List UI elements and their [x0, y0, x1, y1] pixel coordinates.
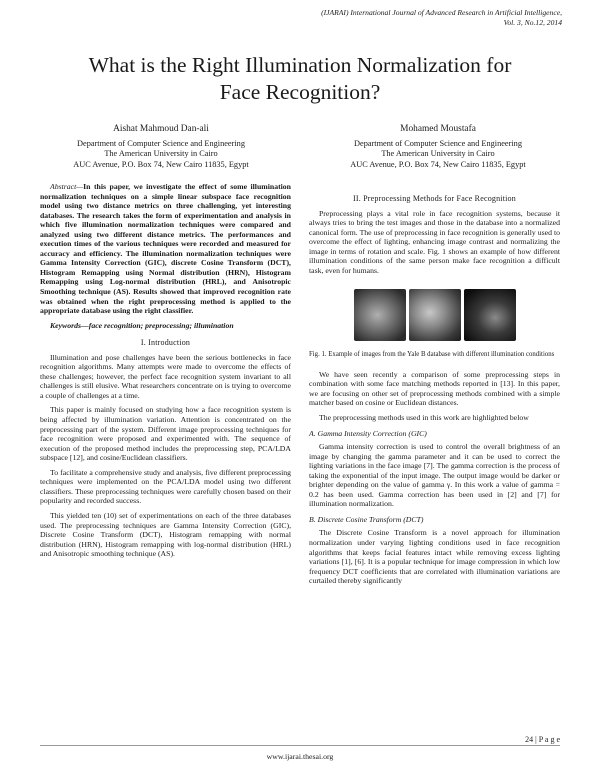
author-name: Aishat Mahmoud Dan-ali: [113, 124, 209, 134]
author-dept: Department of Computer Science and Engineering: [354, 138, 522, 148]
paragraph: We have seen recently a comparison of some preprocessing steps in combination with some face matching methods reported in [13]. In this paper, we are focusing on other set of preprocessing methods combined with a simple matcher based on cosine or Euclidean distances.: [309, 369, 560, 408]
paragraph: This yielded ten (10) set of experimentations on each of the three databases used. The preprocessing techniques are Gamma Intensity Correction (GIC), Discrete Cosine Transform (DCT), Histogram remapping with normal distribution (HRN), Histogram remapping with log-normal distribution (HRL) and Anisotropic smoothing technique (AS).: [40, 510, 291, 559]
author-address: AUC Avenue, P.O. Box 74, New Cairo 11835, Egypt: [73, 159, 249, 169]
author-uni: The American University in Cairo: [381, 149, 495, 159]
face-image-3: [464, 289, 516, 341]
author-dept: Department of Computer Science and Engineering: [77, 138, 245, 148]
author-address: AUC Avenue, P.O. Box 74, New Cairo 11835, Egypt: [350, 159, 526, 169]
keywords: Keywords—face recognition; preprocessing; illumination: [50, 320, 234, 330]
page-number: 24 | P a g e: [525, 735, 560, 744]
left-column: [40, 182, 291, 564]
abstract-label: Abstract—: [50, 182, 84, 191]
face-image-1: [354, 289, 406, 341]
paragraph: Gamma intensity correction is used to control the overall brightness of an image by changing the gamma parameter and it can be used to correct the lighting variations in the face image [7]. The gamma correction is the process of taking the exponential of the input image. The output image would be darker or brighter depending on the value of gamma γ. In this work a value of gamma = 0.2 has been used. Gamma correction has been used in [2] and [7] for illumination normalization.: [309, 442, 560, 509]
section-heading-introduction: I. Introduction: [140, 338, 191, 348]
author-name: Mohamed Moustafa: [400, 124, 476, 134]
right-column: [309, 194, 560, 591]
face-image-2: [409, 289, 461, 341]
paragraph: The Discrete Cosine Transform is a novel approach for illumination normalization under varying lighting conditions used in face recognition algorithms that keeps facial features intact while removing excess lighting variations [1], [6]. It is a popular technique for image compression in which low frequency DCT coefficients that are correlated with illumination variations are curtailed thereby significantly: [309, 528, 560, 586]
author-uni: The American University in Cairo: [104, 149, 218, 159]
paragraph: Illumination and pose challenges have been the serious bottlenecks in face recognition algorithms. Many attempts were made to overcome the effects of these challenges; however, the perfect face recognition system invariant to all challenges is still elusive. What researchers concentrate on is trying to overcome a couple of challenges at a time.: [40, 352, 291, 400]
subsection-heading-dct: B. Discrete Cosine Transform (DCT): [309, 514, 424, 524]
figure-1: [309, 289, 560, 341]
paragraph: Preprocessing plays a vital role in face recognition systems, because it always tries to bring the test images and those in the database into a normalized canonical form. The use of preprocessing in face recognition is generally used to overcome the effect of lighting, enhancing image contrast and normalizing the image in terms of rotation and scale. Fig. 1 shows an example of how different illumination conditions of the same person make face recognition a difficult task, even for humans.: [309, 208, 560, 275]
footer-url: www.ijarai.thesai.org: [266, 752, 334, 761]
journal-volume: Vol. 3, No.12, 2014: [503, 18, 562, 27]
abstract-text: In this paper, we investigate the effect of some illumination normalization techniques on a simple linear subspace face recognition model using two distance metrics on three challenging, yet interesting databases. The research takes the form of experimentation and analysis in which five illumination normalization techniques were compared and analyzed using two different distance metrics. The performances and execution times of the various techniques were recorded and measured for accuracy and efficiency. The illumination normalization techniques were Gamma Intensity Correction (GIC), discrete Cosine Transform (DCT), Histogram Remapping using Normal distribution (HRN), Histogram Remapping using Log-normal distribution (HRL), and Anisotropic Smoothing technique (AS). Results showed that improved recognition rate was obtained when the right preprocessing method is applied to the appropriate database using the right classifier.: [40, 182, 291, 316]
journal-name: (IJARAI) International Journal of Advanced Research in Artificial Intelligence,: [321, 8, 562, 17]
footer-divider: [40, 745, 560, 746]
paragraph: This paper is mainly focused on studying how a face recognition system is being affected by illumination variation. Attention is concentrated on the preprocessing part of the system. Different image preprocessing techniques for face recognition were proposed and experimented with. The sequence of execution of the proposed method includes the preprocessing step, PCA/LDA subspace [12], and cosine/Euclidean classifiers.: [40, 405, 291, 463]
paper-title: What is the Right Illumination Normalization for Face Recognition?: [88, 53, 512, 104]
section-heading-preprocessing: II. Preprocessing Methods for Face Recognition: [353, 194, 516, 203]
paragraph: The preprocessing methods used in this work are highlighted below: [319, 412, 529, 422]
subsection-heading-gic: A. Gamma Intensity Correction (GIC): [309, 428, 427, 438]
author-block-1: [36, 124, 286, 170]
abstract: [40, 182, 291, 316]
journal-header: [182, 8, 562, 28]
author-block-2: [310, 124, 566, 170]
figure-caption: Fig. 1. Example of images from the Yale B database with different illumination conditions: [309, 351, 555, 359]
paragraph: To facilitate a comprehensive study and analysis, five different preprocessing techniques were implemented on the PCA/LDA model using two different classifiers. These preprocessing techniques were carefully chosen based on their popularity and recorded success.: [40, 467, 291, 506]
